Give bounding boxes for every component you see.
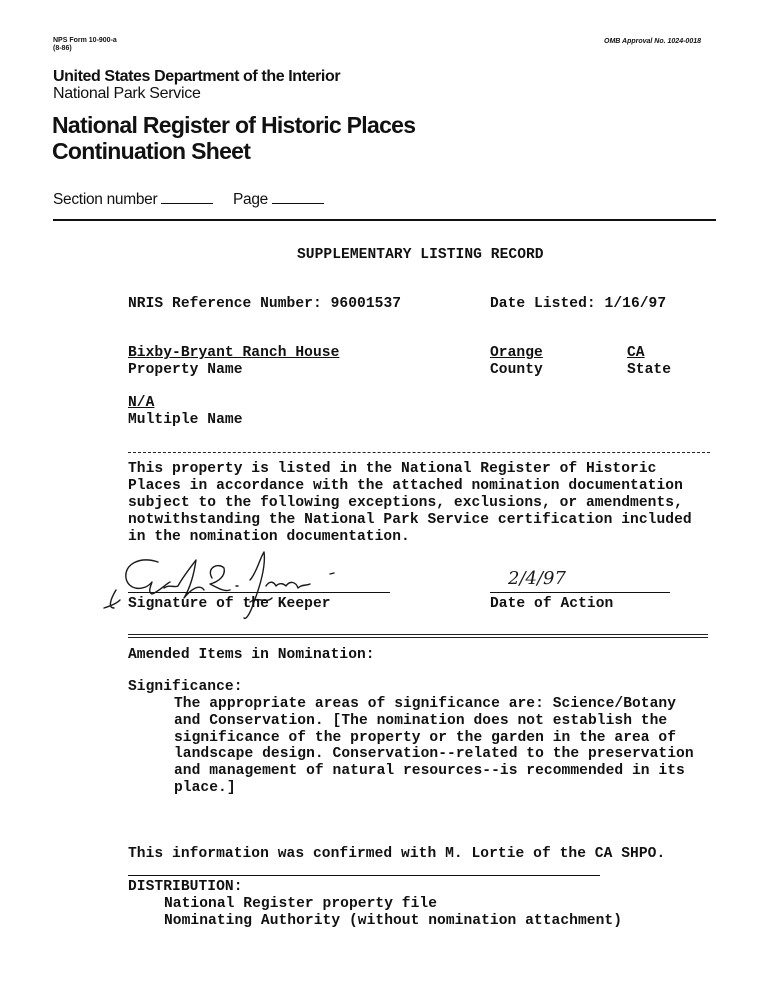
significance-line: and management of natural resources--is recommended in its (174, 763, 685, 779)
confirmation-note: This information was confirmed with M. Lortie of the CA SHPO. (128, 846, 666, 862)
page-number-field (233, 189, 324, 209)
page-title: National Register of Historic Places (52, 112, 416, 138)
form-date: (8-86) (53, 45, 72, 52)
date-listed-value: 1/16/97 (604, 296, 667, 312)
distribution-item: Nominating Authority (without nomination attachment) (164, 913, 622, 929)
statement-line: Places in accordance with the attached nomination documentation (128, 478, 683, 494)
significance-label: Significance: (128, 679, 243, 695)
date-listed-label: Date Listed: (490, 296, 596, 312)
page-subtitle: Continuation Sheet (52, 138, 251, 164)
significance-line: place.] (174, 780, 236, 796)
page-number-label: Page (233, 191, 268, 208)
statement-line: subject to the following exceptions, exclusions, or amendments, (128, 495, 683, 511)
signature-line (128, 592, 390, 593)
nris-reference (128, 296, 401, 312)
county-label: County (490, 362, 543, 378)
significance-line: landscape design. Conservation--related to the preservation (174, 746, 694, 762)
section-number-field (53, 189, 213, 209)
keeper-signature (100, 548, 360, 628)
section-number-label: Section number (53, 191, 158, 208)
form-number: NPS Form 10-900-a (53, 37, 117, 44)
nris-value: 96001537 (330, 296, 402, 312)
amended-items-heading: Amended Items in Nomination: (128, 647, 375, 663)
multiple-name-value: N/A (128, 395, 155, 411)
statement-line: in the nomination documentation. (128, 529, 410, 545)
header-rule (53, 219, 716, 221)
county-value: Orange (490, 345, 543, 361)
date-of-action-line (490, 592, 670, 593)
distribution-label: DISTRIBUTION: (128, 879, 243, 895)
state-value: CA (627, 345, 645, 361)
date-of-action-label: Date of Action (490, 596, 614, 612)
service-name: National Park Service (53, 85, 201, 102)
distribution-rule (128, 875, 600, 876)
department-name: United States Department of the Interior (53, 68, 341, 85)
signature-label: Signature of the Keeper (128, 596, 331, 612)
distribution-item: National Register property file (164, 896, 438, 912)
property-name-value: Bixby-Bryant Ranch House (128, 345, 340, 361)
significance-line: significance of the property or the garden in the area of (174, 730, 677, 746)
page-number-blank (272, 189, 324, 204)
multiple-name-label: Multiple Name (128, 412, 243, 428)
dashed-divider (128, 452, 710, 453)
statement-line: This property is listed in the National Register of Historic (128, 461, 657, 477)
record-heading: SUPPLEMENTARY LISTING RECORD (297, 247, 544, 263)
nris-label: NRIS Reference Number: (128, 296, 322, 312)
significance-line: and Conservation. [The nomination does not establish the (174, 713, 668, 729)
date-listed (490, 296, 666, 312)
state-label: State (627, 362, 672, 378)
significance-line: The appropriate areas of significance are: Science/Botany (174, 696, 677, 712)
property-name-label: Property Name (128, 362, 243, 378)
date-of-action-value: 2/4/97 (508, 568, 566, 589)
omb-approval: OMB Approval No. 1024-0018 (604, 38, 701, 45)
section-number-blank (161, 189, 213, 204)
double-divider (128, 634, 708, 638)
statement-line: notwithstanding the National Park Service certification included (128, 512, 692, 528)
